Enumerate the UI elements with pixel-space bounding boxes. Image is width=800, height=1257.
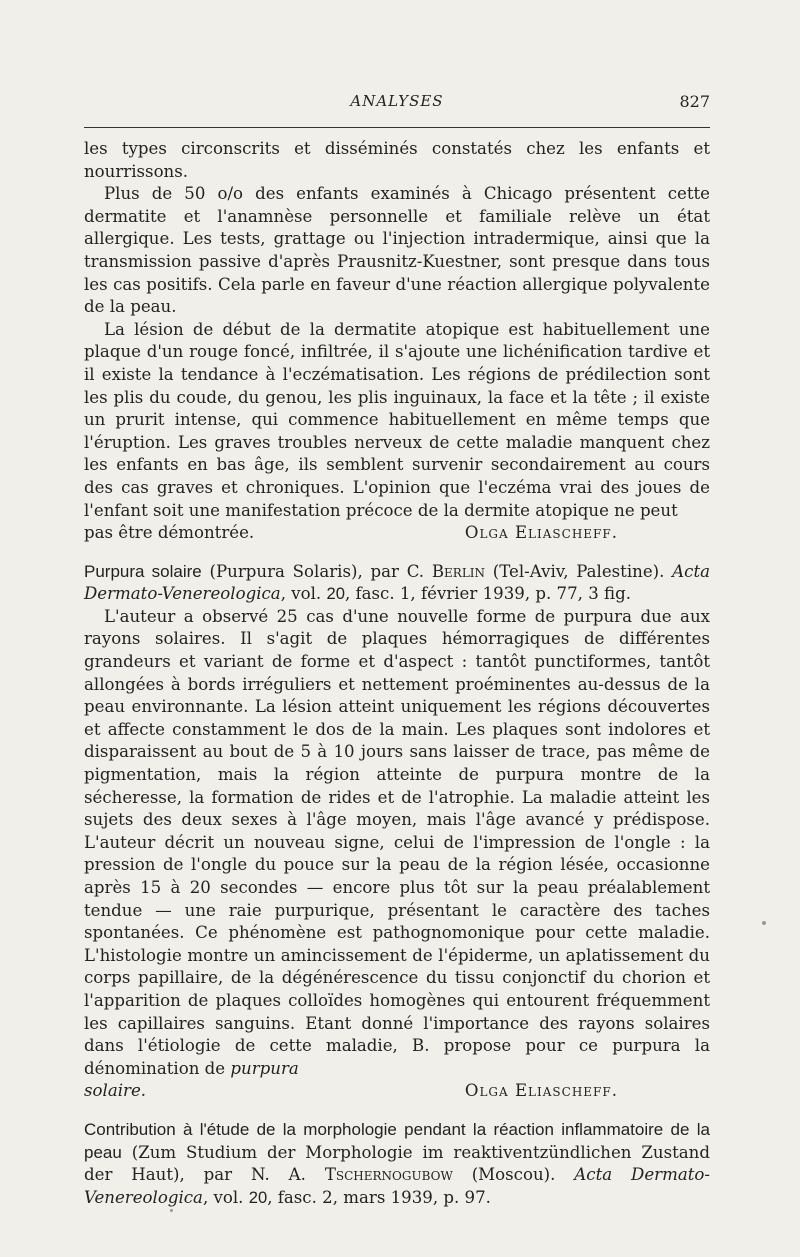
paper-speck (762, 921, 766, 925)
entry-location-2: (Moscou). (452, 1165, 575, 1185)
paragraph-lesion-end: pas être démontrée. (84, 523, 255, 543)
running-header (84, 92, 710, 118)
paragraph-lesion: La lésion de début de la dermatite atopique est habituellement une plaque d'un rouge foncé, infiltrée, il s'ajoute une lichénification tardive et il existe la tendance à l'eczématisation. Les régions de prédilection sont les plis du coude, du genou, les plis inguinaux, la face et la tête ; il existe un prurit intense, qui commence habituellement en même temps que l'éruption. Les graves troubles nerveux de cette maladie manquent chez les enfants en bas âge, ils semblent survenir secondairement au cours des cas graves et chroniques. L'opinion que l'eczéma vrai des joues de l'enfant soit une manifestation précoce de la dermite atopique ne peut (84, 319, 710, 520)
signature-author-2: Olga Eliascheff. (464, 1081, 618, 1101)
entry-details-2: , fasc. 2, mars 1939, p. 97. (267, 1187, 491, 1207)
entry-title-detail: (Purpura Solaris), par C. (201, 561, 432, 581)
entry-title-detail-2: (Zum Studium der Morphologie im reaktiventzündlichen Zustand der Haut), par N. A. (84, 1142, 710, 1185)
entry-journal: Acta Dermato-Venereologica (84, 561, 711, 604)
paragraph-allergy: Plus de 50 o/o des enfants examinés à Chicago présentent cette dermatite et l'anamnèse personnelle et familiale relève un état allergique. Les tests, grattage ou l'injection intradermique, ainsi que la transmission passive d'après Prausnitz-Kuestner, sont presque dans tous les cas positifs. Cela parle en faveur d'une réaction allergique polyvalente de la peau. (84, 184, 710, 317)
paragraph-purpura-text: L'auteur a observé 25 cas d'une nouvelle forme de purpura due aux rayons solaires. Il s'agit de plaques hémorragiques de différentes grandeurs et variant de forme et d'aspect : tantôt punctiformes, tantôt allongées à bords irréguliers et nettement proéminentes au-dessus de la peau environnante. La lésion atteint uniquement les régions découvertes et affecte constamment le dos de la main. Les plaques sont indolores et disparaissent au bout de 5 à 10 jours sans laisser de trace, pas même de pigmentation, mais la région atteinte de purpura montre de la sécheresse, la formation de rides et de l'atrophie. La maladie atteint les sujets des deux sexes à l'âge moyen, mais l'âge avancé y prédispose. L'auteur décrit un nouveau signe, celui de l'impression de l'ongle : la pression de l'ongle du pouce sur la peau de la région lésée, occasionne après 15 à 20 secondes — encore plus tôt sur la peau préalablement tendue — une raie purpurique, présentant le caractère des taches spontanées. Ce phénomène est pathognomonique pour cette maladie. L'histologie montre un amincissement de l'épiderme, un aplatissement du corps papillaire, de la dégénérescence du tissu conjonctif du chorion et l'apparition de plaques colloïdes homogènes qui entourent fréquemment les capillaires sanguins. Etant donné l'importance des rayons solaires dans l'étiologie de cette maladie, B. propose pour ce purpura la dénomination de (84, 606, 710, 1078)
paper-speck (170, 1209, 173, 1212)
entry-details: , fasc. 1, février 1939, p. 77, 3 fig. (344, 584, 632, 604)
signature-line-1 (84, 522, 710, 545)
entry-vol-prefix: , vol. (280, 584, 327, 604)
entry-title-inflammation: Contribution à l'étude de la morphologie pendant la réaction inflammatoire de la peau (84, 1119, 710, 1162)
entry-title-purpura: Purpura solaire (84, 561, 202, 581)
entry-author-tschernogubow: Tschernogubow (324, 1165, 453, 1185)
page-number: 827 (679, 92, 710, 111)
term-purpura: purpura (230, 1058, 299, 1078)
entry-volume-2: 20 (248, 1187, 268, 1207)
entry-vol-prefix-2: , vol. (202, 1187, 249, 1207)
signature-line-2 (84, 1080, 710, 1103)
entry-author-berlin: Berlin (431, 561, 486, 581)
entry-location: (Tel-Aviv, Palestine). (485, 561, 673, 581)
running-title: ANALYSES (350, 92, 444, 110)
paragraph-purpura (84, 606, 710, 1080)
article-body (84, 138, 710, 1209)
entry-heading-inflammation (84, 1119, 710, 1209)
entry-heading-purpura (84, 561, 710, 606)
header-rule (84, 127, 710, 128)
term-solaire: solaire. (84, 1081, 147, 1101)
paragraph-continuation: les types circonscrits et disséminés constatés chez les enfants et nourrissons. (84, 139, 710, 181)
signature-author-1: Olga Eliascheff. (464, 523, 618, 543)
entry-journal-2: Acta Dermato-Venereologica (84, 1165, 710, 1207)
entry-volume: 20 (326, 584, 345, 604)
